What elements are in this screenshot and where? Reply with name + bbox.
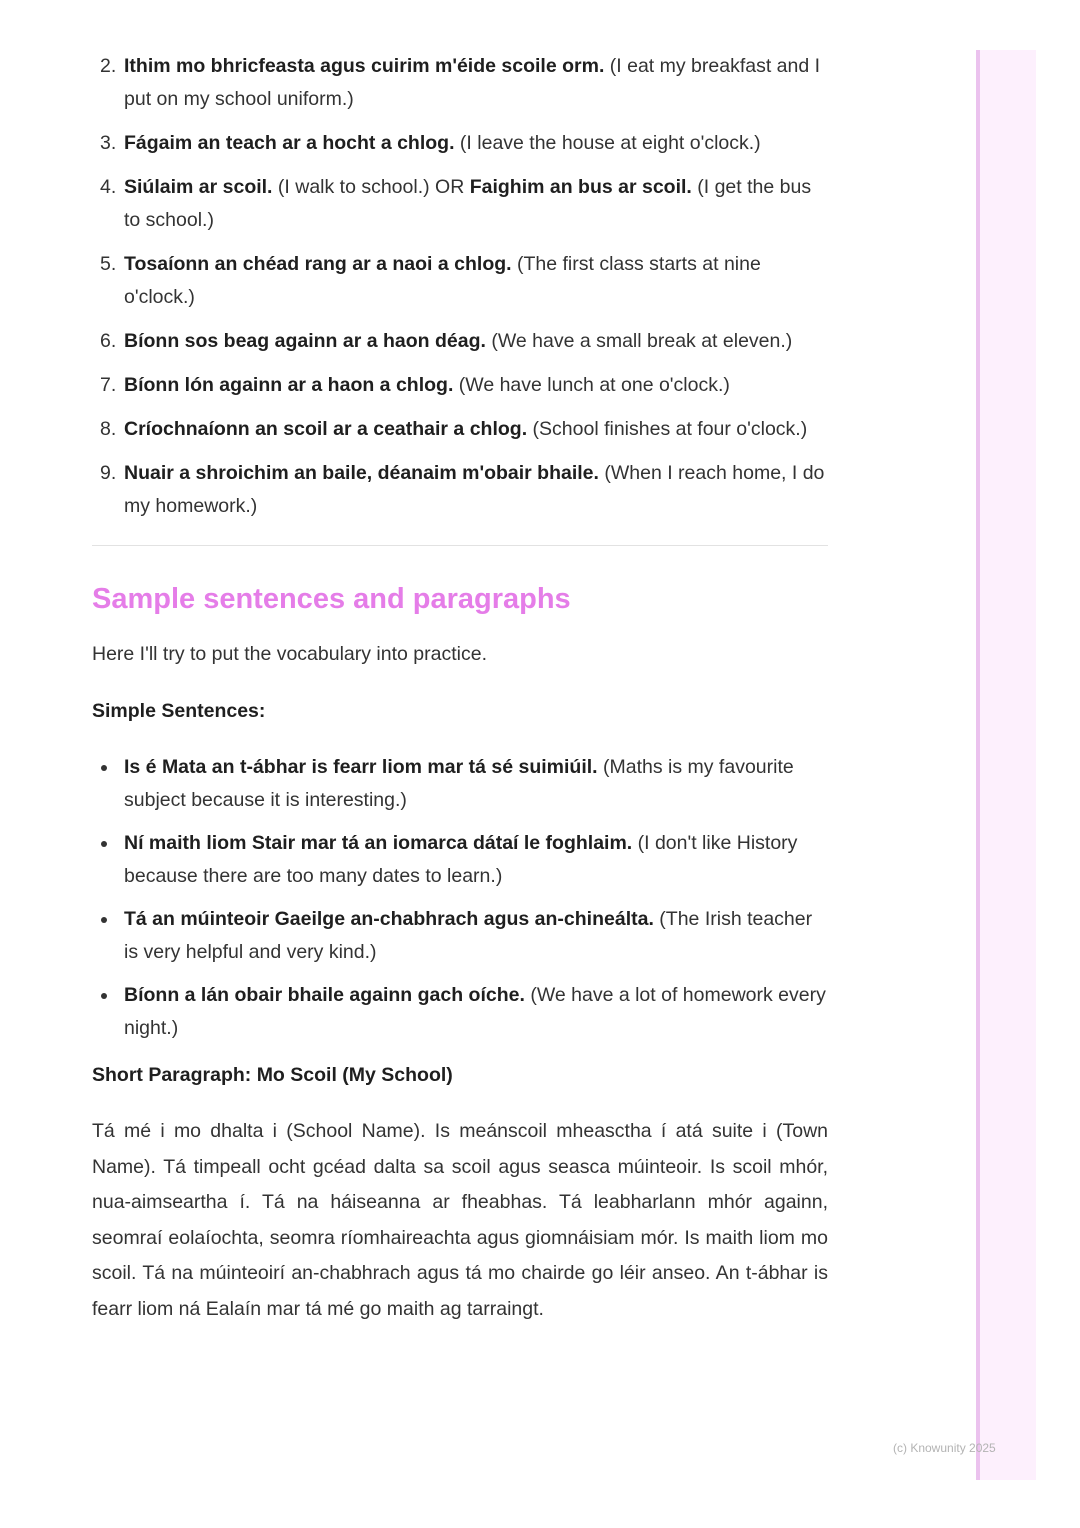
sample-sentences-list [92,751,828,1045]
bullet-dot [101,765,107,771]
irish-phrase-alt: Faighim an bus ar scoil. [469,176,692,198]
bullet-dot [101,993,107,999]
english-translation-alt: (I get the bus to school.) [124,176,812,231]
irish-phrase: Bíonn a lán obair bhaile againn gach oíche. [124,984,525,1006]
bullet-dot [101,841,107,847]
list-number: 5. [100,253,117,275]
section-divider [92,545,828,546]
list-item [92,457,828,523]
irish-phrase: Tá an múinteoir Gaeilge an-chabhrach agus an-chineálta. [124,908,654,930]
list-item [92,50,828,116]
daily-routine-list [92,50,828,523]
list-item [92,751,828,817]
english-translation: (School finishes at four o'clock.) [527,418,808,440]
english-translation: (I walk to school.) OR [272,176,470,198]
english-translation: (We have a lot of homework every night.) [124,984,826,1039]
irish-phrase: Is é Mata an t-ábhar is fearr liom mar tá sé suimiúil. [124,756,598,778]
english-translation: (Maths is my favourite subject because it is interesting.) [124,756,794,811]
paragraph-heading: Short Paragraph: Mo Scoil (My School) [92,1064,453,1086]
copyright-footer: (c) Knowunity 2025 [893,1441,996,1455]
list-item [92,127,828,160]
list-item [92,979,828,1045]
english-translation: (I eat my breakfast and I put on my school uniform.) [124,55,821,110]
irish-phrase: Nuair a shroichim an baile, déanaim m'obair bhaile. [124,462,599,484]
decorative-sidebar [976,50,1036,1480]
irish-phrase: Bíonn lón againn ar a haon a chlog. [124,374,454,396]
list-number: 3. [100,132,117,154]
english-translation: (When I reach home, I do my homework.) [124,462,825,517]
intro-text: Here I'll try to put the vocabulary into practice. [92,643,487,665]
irish-phrase: Ithim mo bhricfeasta agus cuirim m'éide scoile orm. [124,55,605,77]
irish-phrase: Bíonn sos beag againn ar a haon déag. [124,330,486,352]
list-number: 9. [100,462,117,484]
irish-phrase: Fágaim an teach ar a hocht a chlog. [124,132,455,154]
list-number: 8. [100,418,117,440]
english-translation: (We have lunch at one o'clock.) [453,374,730,396]
irish-phrase: Siúlaim ar scoil. [124,176,273,198]
list-number: 6. [100,330,117,352]
list-item [92,248,828,314]
irish-phrase: Ní maith liom Stair mar tá an iomarca dátaí le foghlaim. [124,832,633,854]
list-number: 2. [100,55,117,77]
bullet-dot [101,917,107,923]
list-item [92,325,828,358]
list-item [92,903,828,969]
english-translation: (The Irish teacher is very helpful and very kind.) [124,908,813,963]
simple-sentences-heading: Simple Sentences: [92,700,266,722]
section-heading: Sample sentences and paragraphs [92,583,571,615]
content-column [92,50,828,1327]
list-item [92,413,828,446]
list-number: 4. [100,176,117,198]
english-translation: (The first class starts at nine o'clock.) [124,253,761,308]
english-translation: (I leave the house at eight o'clock.) [454,132,761,154]
english-translation: (We have a small break at eleven.) [485,330,793,352]
list-item [92,369,828,402]
list-item [92,171,828,237]
list-item [92,827,828,893]
english-translation: (I don't like History because there are too many dates to learn.) [124,832,798,887]
irish-phrase: Críochnaíonn an scoil ar a ceathair a chlog. [124,418,528,440]
sample-paragraph: Tá mé i mo dhalta i (School Name). Is meánscoil mheasctha í atá suite i (Town Name). Tá timpeall ocht gcéad dalta sa scoil agus seasca múinteoir. Is scoil mhór, nua-aimseartha í. Tá na háiseanna ar fheabhas. Tá leabharlann mhór againn, seomraí eolaíochta, seomra ríomhaireachta agus giomnáisiam mór. Is maith liom mo scoil. Tá na múinteoirí an-chabhrach agus tá mo chairde go léir anseo. An t-ábhar is fearr liom ná Ealaín mar tá mé go maith ag tarraingt. [92,1120,828,1320]
irish-phrase: Tosaíonn an chéad rang ar a naoi a chlog. [124,253,512,275]
list-number: 7. [100,374,117,396]
